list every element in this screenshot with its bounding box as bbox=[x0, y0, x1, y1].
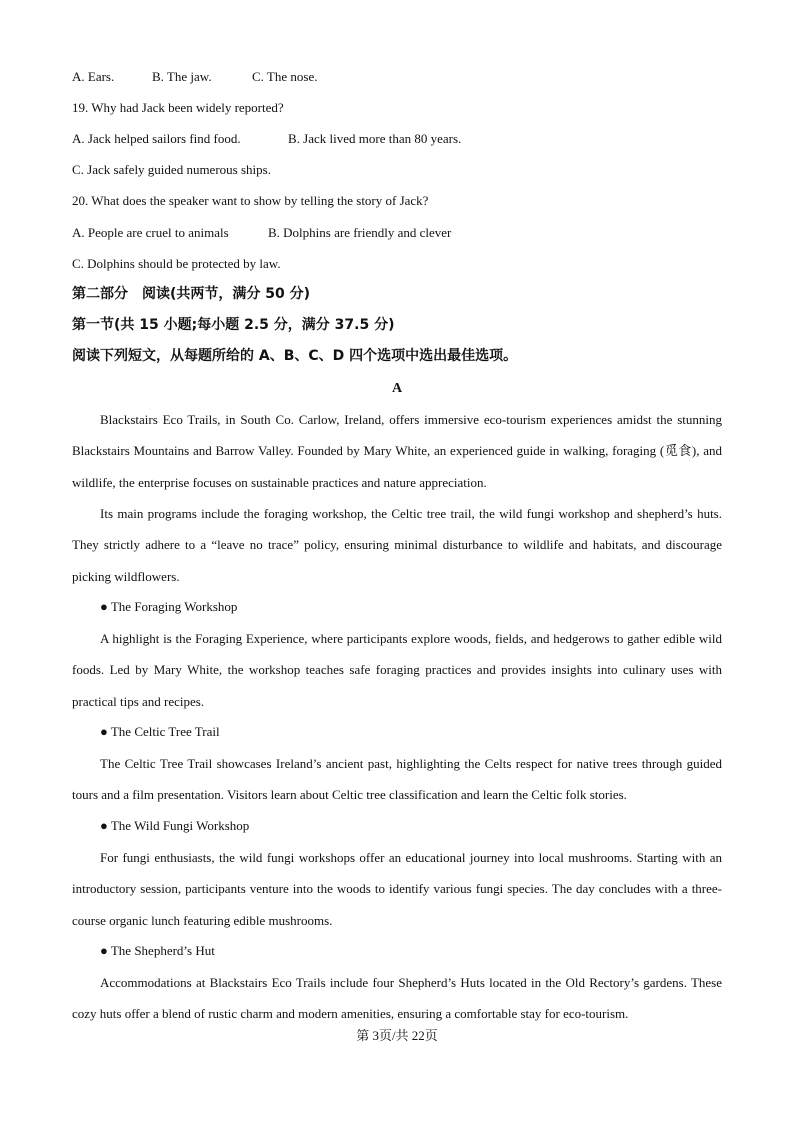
q20-stem: 20. What does the speaker want to show by telling the story of Jack? bbox=[72, 193, 429, 208]
q19-option-c: C. Jack safely guided numerous ships. bbox=[72, 162, 271, 177]
paragraph-2: Its main programs include the foraging workshop, the Celtic tree trail, the wild fungi workshop and shepherd’s huts. They strictly adhere to a “leave no trace” policy, ensuring minimal disturbance to wildlife and habitats, and discourage picking wildflowers. bbox=[72, 506, 722, 584]
heading-wild-fungi-workshop: ● The Wild Fungi Workshop bbox=[100, 818, 250, 833]
heading-foraging-workshop: ● The Foraging Workshop bbox=[100, 599, 238, 614]
q19-option-a: A. Jack helped sailors find food. bbox=[72, 131, 241, 146]
paragraph-6: Accommodations at Blackstairs Eco Trails include four Shepherd’s Huts located in the Old Rectory’s gardens. These cozy huts offer a blend of rustic charm and modern amenities, ensuring a comfortable stay for eco-tourism. bbox=[72, 975, 722, 1022]
q18-option-c: C. The nose. bbox=[252, 69, 318, 84]
q20-option-a: A. People are cruel to animals bbox=[72, 225, 229, 240]
heading-celtic-tree-trail: ● The Celtic Tree Trail bbox=[100, 724, 220, 739]
q20-option-c: C. Dolphins should be protected by law. bbox=[72, 256, 281, 271]
instruction: 阅读下列短文，从每题所给的 A、B、C、D 四个选项中选出最佳选项。 bbox=[72, 348, 518, 364]
part-title: 第二部分 阅读(共两节，满分 50 分) bbox=[72, 286, 311, 302]
q20-options-ab bbox=[72, 225, 451, 241]
section-subtitle: 第一节(共 15 小题;每小题 2.5 分，满分 37.5 分) bbox=[72, 317, 395, 333]
paragraph-4: The Celtic Tree Trail showcases Ireland’s ancient past, highlighting the Celts respect for native trees through guided tours and a film presentation. Visitors learn about Celtic tree classification and learn the Celtic folk stories. bbox=[72, 756, 722, 803]
q19-option-b: B. Jack lived more than 80 years. bbox=[288, 131, 462, 146]
paragraph-1: Blackstairs Eco Trails, in South Co. Carlow, Ireland, offers immersive eco-tourism experiences amidst the stunning Blackstairs Mountains and Barrow Valley. Founded by Mary White, an experienced guide in walking, foraging (觅食), and wildlife, the enterprise focuses on sustainable practices and nature appreciation. bbox=[72, 412, 722, 490]
q18-options bbox=[72, 69, 317, 85]
q18-option-a: A. Ears. bbox=[72, 69, 115, 84]
q19-options-ab bbox=[72, 131, 461, 147]
q18-option-b: B. The jaw. bbox=[152, 69, 212, 84]
heading-shepherds-hut: ● The Shepherd’s Hut bbox=[100, 943, 215, 958]
paragraph-3: A highlight is the Foraging Experience, where participants explore woods, fields, and hedgerows to gather edible wild foods. Led by Mary White, the workshop teaches safe foraging practices and provides insights into culinary uses with practical tips and recipes. bbox=[72, 631, 722, 709]
paragraph-5: For fungi enthusiasts, the wild fungi workshops offer an educational journey into local mushrooms. Starting with an introductory session, participants venture into the woods to identify various fungi species. The day concludes with a three-course organic lunch featuring edible mushrooms. bbox=[72, 850, 722, 928]
q20-option-b: B. Dolphins are friendly and clever bbox=[268, 225, 452, 240]
q19-stem: 19. Why had Jack been widely reported? bbox=[72, 100, 284, 115]
page-footer: 第 3页/共 22页 bbox=[356, 1028, 438, 1043]
passage-label: A bbox=[391, 381, 403, 396]
